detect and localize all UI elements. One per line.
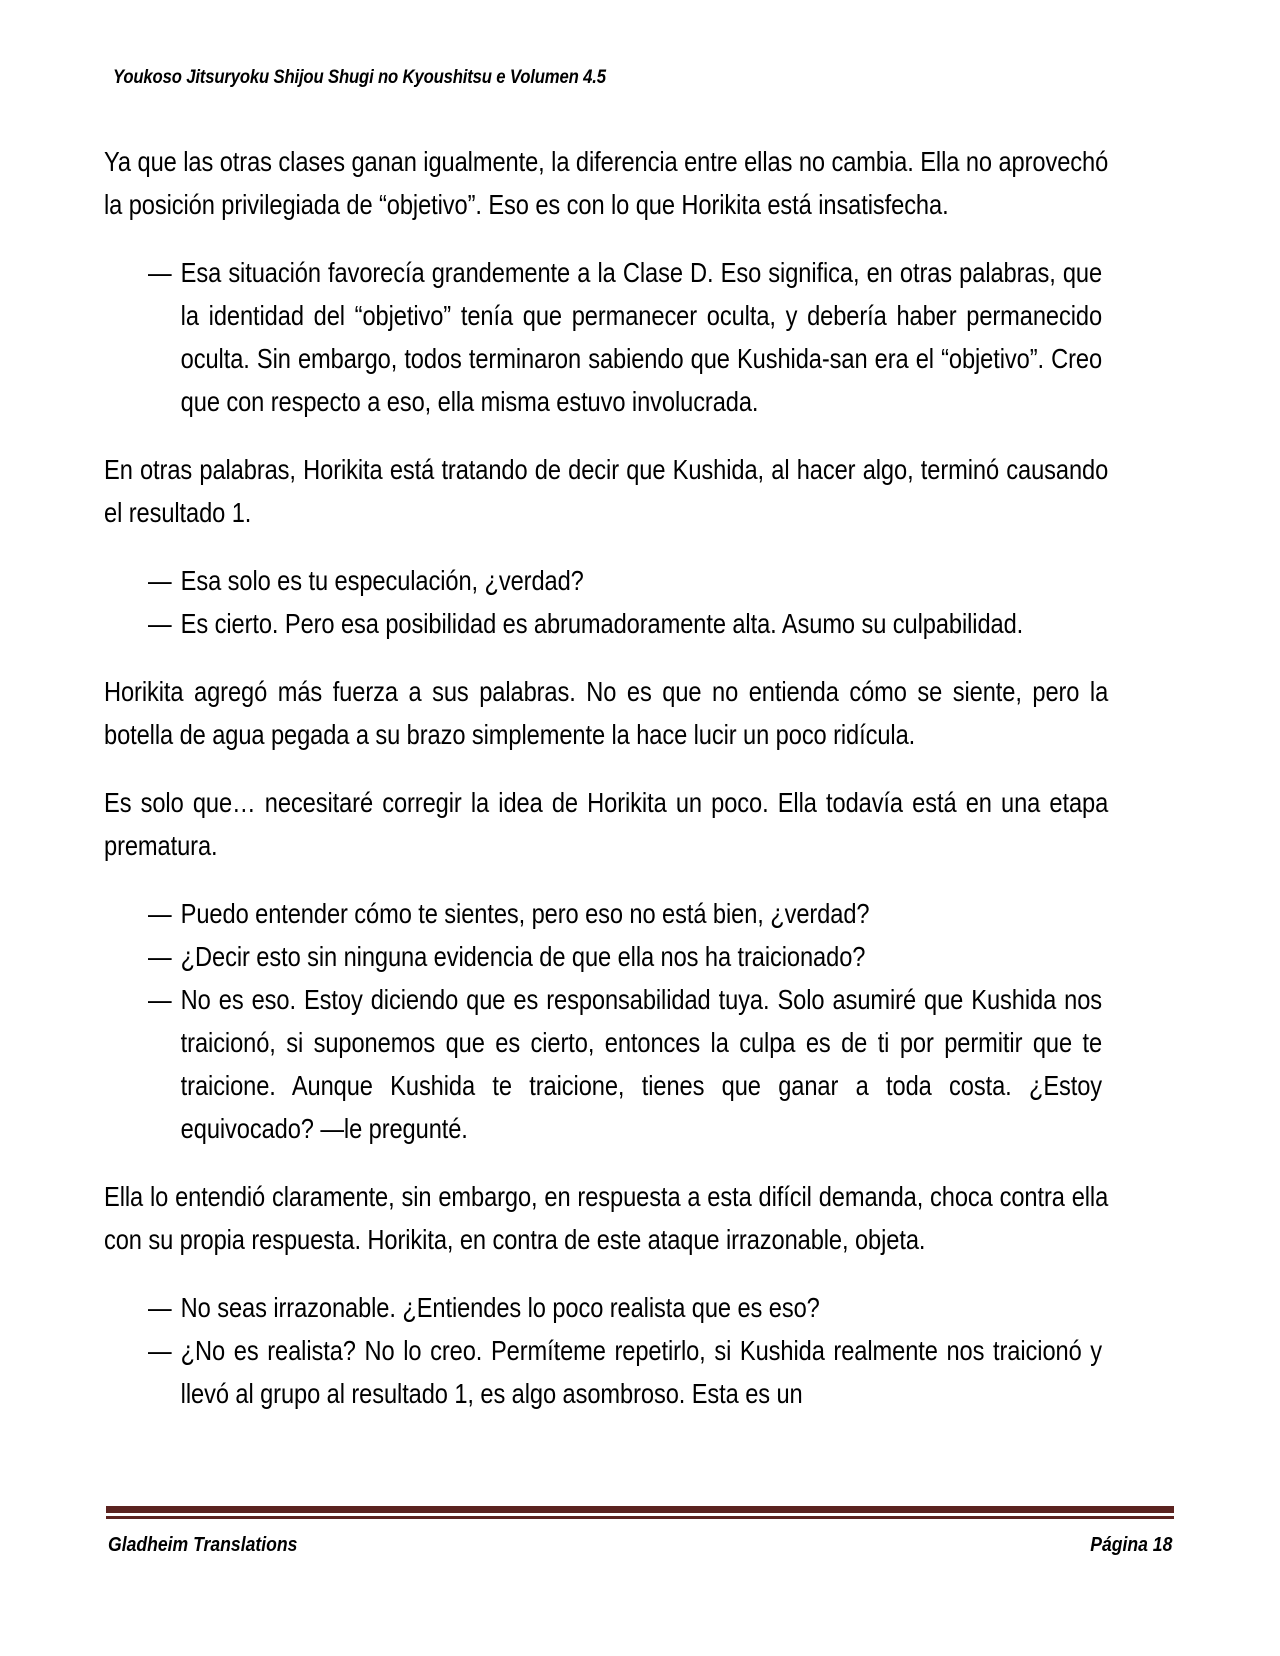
dialogue-group bbox=[104, 559, 1108, 645]
footer-rule-thin-bar bbox=[106, 1516, 1174, 1519]
dialogue-line bbox=[148, 602, 1102, 645]
footer-translator-credit: Gladheim Translations bbox=[108, 1534, 298, 1556]
dialogue-line bbox=[148, 1286, 1102, 1329]
page-header bbox=[113, 68, 1167, 98]
dialogue-text: Es cierto. Pero esa posibilidad es abrumadoramente alta. Asumo su culpabilidad. bbox=[180, 608, 1024, 639]
page-footer bbox=[108, 1528, 1172, 1562]
dialogue-dash-marker: — bbox=[148, 1292, 172, 1323]
footer-rule-thick-bar bbox=[106, 1506, 1174, 1513]
body-paragraph: En otras palabras, Horikita está tratando de decir que Kushida, al hacer algo, terminó causando el resultado 1. bbox=[104, 454, 1109, 528]
dialogue-text: ¿No es realista? No lo creo. Permíteme repetirlo, si Kushida realmente nos traicionó y llevó al grupo al resultado 1, es algo asombroso. Esta es un bbox=[180, 1335, 1103, 1409]
body-paragraph: Ella lo entendió claramente, sin embargo, en respuesta a esta difícil demanda, choca contra ella con su propia respuesta. Horikita, en contra de este ataque irrazonable, objeta. bbox=[104, 1181, 1109, 1255]
dialogue-line bbox=[148, 978, 1102, 1150]
body-paragraph: Es solo que… necesitaré corregir la idea de Horikita un poco. Ella todavía está en una etapa prematura. bbox=[104, 787, 1109, 861]
dialogue-dash-marker: — bbox=[148, 608, 172, 639]
dialogue-dash-marker: — bbox=[148, 941, 172, 972]
dialogue-text: No es eso. Estoy diciendo que es responsabilidad tuya. Solo asumiré que Kushida nos traicionó, si suponemos que es cierto, entonces la culpa es de ti por permitir que te traicione. Aunque Kushida te traicione, tienes que ganar a toda costa. ¿Estoy equivocado? —le pregunté. bbox=[180, 984, 1103, 1144]
body-paragraph: Horikita agregó más fuerza a sus palabras. No es que no entienda cómo se siente, pero la botella de agua pegada a su brazo simplemente la hace lucir un poco ridícula. bbox=[104, 676, 1109, 750]
document-body bbox=[104, 140, 1108, 1440]
dialogue-dash-marker: — bbox=[148, 898, 172, 929]
dialogue-text: ¿Decir esto sin ninguna evidencia de que ella nos ha traicionado? bbox=[180, 941, 866, 972]
dialogue-line bbox=[148, 251, 1102, 423]
dialogue-dash-marker: — bbox=[148, 565, 172, 596]
dialogue-line bbox=[148, 1329, 1102, 1415]
dialogue-line bbox=[148, 935, 1102, 978]
footer-page-number: Página 18 bbox=[1089, 1534, 1172, 1556]
dialogue-text: No seas irrazonable. ¿Entiendes lo poco realista que es eso? bbox=[180, 1292, 820, 1323]
dialogue-line bbox=[148, 559, 1102, 602]
dialogue-group bbox=[104, 1286, 1108, 1415]
dialogue-group bbox=[104, 892, 1108, 1150]
dialogue-text: Esa situación favorecía grandemente a la Clase D. Eso significa, en otras palabras, que la identidad del “objetivo” tenía que permanecer oculta, y debería haber permanecido oculta. Sin embargo, todos terminaron sabiendo que Kushida-san era el “objetivo”. Creo que con respecto a eso, ella misma estuvo involucrada. bbox=[180, 257, 1103, 417]
dialogue-dash-marker: — bbox=[148, 257, 172, 288]
footer-divider-rule bbox=[106, 1506, 1174, 1520]
dialogue-dash-marker: — bbox=[148, 984, 172, 1015]
dialogue-group bbox=[104, 251, 1108, 423]
dialogue-text: Puedo entender cómo te sientes, pero eso no está bien, ¿verdad? bbox=[180, 898, 870, 929]
dialogue-text: Esa solo es tu especulación, ¿verdad? bbox=[180, 565, 584, 596]
body-paragraph: Ya que las otras clases ganan igualmente, la diferencia entre ellas no cambia. Ella no aprovechó la posición privilegiada de “objetivo”. Eso es con lo que Horikita está insatisfecha. bbox=[104, 146, 1109, 220]
page-header-title: Youkoso Jitsuryoku Shijou Shugi no Kyoushitsu e Volumen 4.5 bbox=[113, 67, 606, 88]
dialogue-dash-marker: — bbox=[148, 1335, 172, 1366]
dialogue-line bbox=[148, 892, 1102, 935]
